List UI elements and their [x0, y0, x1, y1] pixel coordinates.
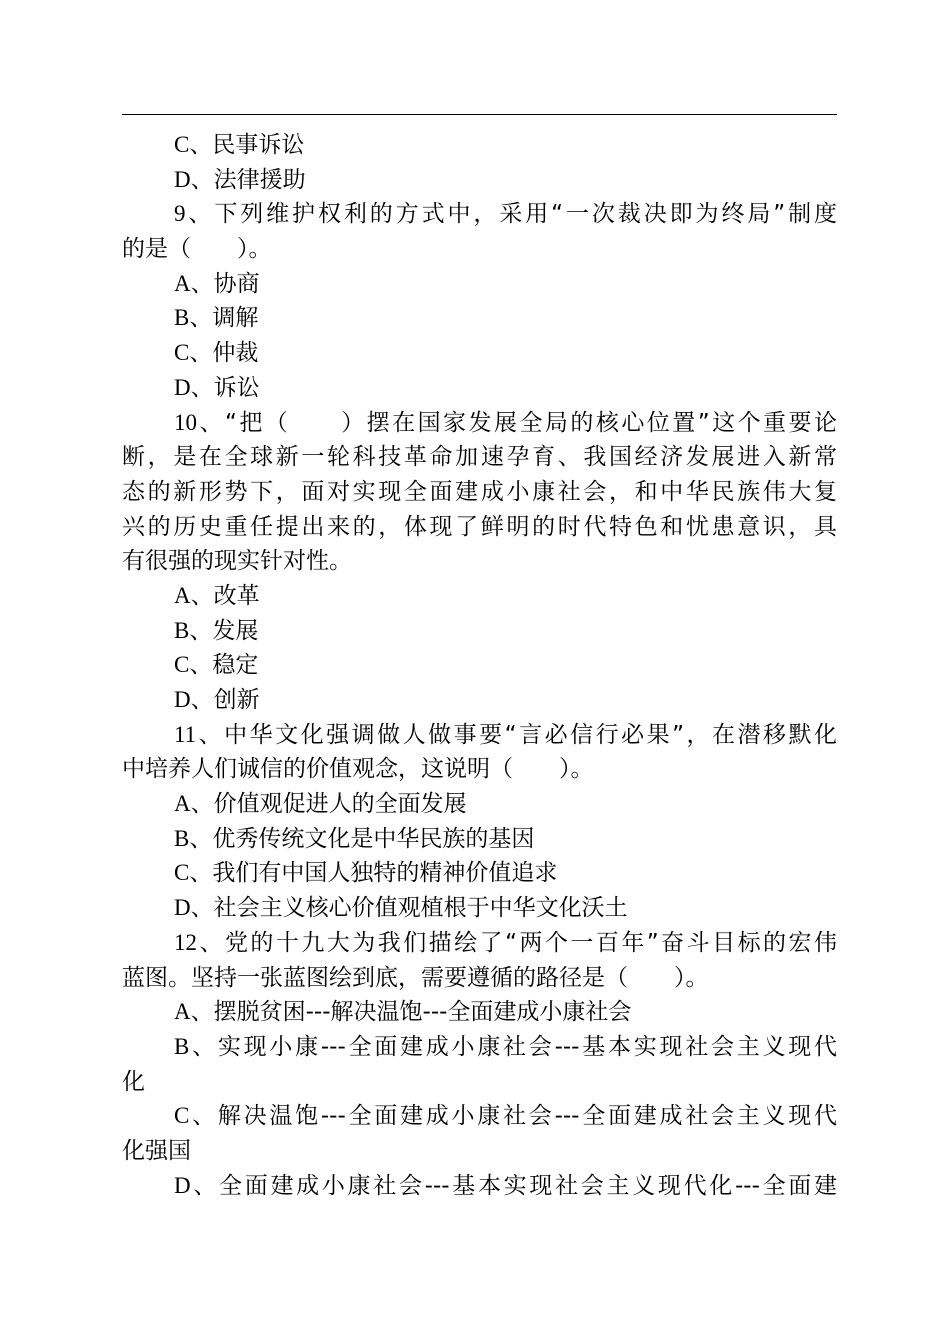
q11-option-b-text: 优秀传统文化是中华民族的基因: [212, 825, 535, 852]
document-body: [122, 128, 837, 1203]
q9-stem-2-text: 的是（ ）。: [122, 236, 272, 263]
q10-stem-1-line: [122, 406, 837, 441]
q12-stem-2-line: [122, 961, 837, 996]
q11-option-d-label: D、: [174, 895, 214, 921]
q11-option-d-text: 社会主义核心价值观植根于中华文化沃土: [213, 895, 628, 922]
q11-option-b-line: [122, 822, 837, 857]
q12-option-a-line: [122, 995, 837, 1030]
q9-option-d-text: 诉讼: [213, 374, 260, 401]
q9-option-b-line: [122, 301, 837, 336]
q8-option-c-label: C、: [174, 132, 213, 157]
q10-option-a-label: A、: [174, 582, 214, 608]
q9-option-d-line: [122, 371, 837, 406]
q10-option-b-label: B、: [174, 617, 213, 643]
q10-stem-3-text: 态的新形势下，面对实现全面建成小康社会，和中华民族伟大复: [122, 478, 837, 505]
q9-option-c-line: [122, 336, 837, 371]
q10-option-d-text: 创新: [213, 687, 260, 713]
q10-option-b-line: [122, 614, 837, 649]
q10-stem-5-line: [122, 544, 837, 579]
q10-stem-4-text: 兴的历史重任提出来的，体现了鲜明的时代特色和忧患意识，具: [122, 513, 837, 540]
q12-option-b-1-label: B、: [174, 1033, 218, 1059]
q12-option-b-2-line: [122, 1065, 837, 1100]
q10-stem-1-text: “把（ ）摆在国家发展全局的核心位置”这个重要论: [224, 409, 837, 436]
q11-stem-1-text: 中华文化强调做人做事要“言必信行必果”，在潜移默化: [224, 721, 837, 748]
q8-option-c-text: 民事诉讼: [212, 132, 305, 158]
q11-stem-1-label: 11、: [174, 721, 225, 747]
q12-option-c-1-line: [122, 1099, 837, 1134]
q9-option-c-label: C、: [174, 340, 213, 366]
q12-option-c-1-label: C、: [174, 1103, 218, 1129]
q12-option-d-1-line: [122, 1169, 837, 1204]
q9-stem-1-line: [122, 197, 837, 232]
q9-option-c-text: 仲裁: [212, 340, 259, 367]
q11-option-b-label: B、: [174, 825, 213, 851]
q10-option-c-text: 稳定: [212, 652, 259, 679]
q9-option-a-line: [122, 267, 837, 302]
q9-stem-1-text: 下列维护权利的方式中，采用“一次裁决即为终局”制度: [214, 201, 837, 228]
q9-stem-1-label: 9、: [174, 201, 215, 227]
q10-option-d-line: [122, 683, 837, 718]
q11-option-a-label: A、: [174, 791, 214, 817]
q12-stem-1-line: [122, 926, 837, 961]
q9-option-b-label: B、: [174, 305, 213, 331]
header-rule: [122, 114, 837, 115]
q12-option-b-2-text: 化: [122, 1068, 145, 1095]
q10-option-c-label: C、: [174, 652, 213, 678]
q12-option-c-2-text: 化强国: [122, 1137, 191, 1164]
q10-option-c-line: [122, 648, 837, 683]
q11-stem-2-line: [122, 752, 837, 787]
q11-option-d-line: [122, 891, 837, 926]
q12-option-d-1-label: D、: [174, 1172, 220, 1198]
q8-option-d-label: D、: [174, 166, 214, 192]
q12-option-b-1-line: [122, 1030, 837, 1065]
q10-option-b-text: 发展: [212, 617, 259, 644]
q10-stem-5-text: 有很强的现实针对性。: [122, 548, 352, 575]
q12-stem-2-text: 蓝图。坚持一张蓝图绘到底，需要遵循的路径是（ ）。: [122, 964, 709, 991]
q12-option-a-label: A、: [174, 999, 214, 1025]
q10-option-d-label: D、: [174, 687, 214, 712]
q10-option-a-text: 改革: [213, 582, 260, 609]
q11-option-c-line: [122, 856, 837, 891]
q12-stem-1-label: 12、: [174, 929, 225, 955]
q11-stem-2-text: 中培养人们诚信的价值观念，这说明（ ）。: [122, 756, 594, 783]
q9-stem-2-line: [122, 232, 837, 267]
q10-stem-4-line: [122, 510, 837, 545]
q8-option-d-text: 法律援助: [213, 166, 306, 193]
q12-option-b-1-text: 实现小康---全面建成小康社会---基本实现社会主义现代: [217, 1033, 838, 1060]
q12-option-d-1-text: 全面建成小康社会---基本实现社会主义现代化---全面建: [219, 1172, 837, 1199]
q11-option-c-label: C、: [174, 860, 213, 886]
q11-option-a-line: [122, 787, 837, 822]
q9-option-a-text: 协商: [213, 270, 260, 297]
q11-stem-1-line: [122, 718, 837, 753]
q8-option-d-line: [122, 163, 837, 198]
q10-option-a-line: [122, 579, 837, 614]
q9-option-b-text: 调解: [212, 305, 259, 332]
q8-option-c-line: [122, 128, 837, 163]
q9-option-a-label: A、: [174, 270, 214, 296]
q11-option-a-text: 价值观促进人的全面发展: [213, 791, 467, 818]
q10-stem-3-line: [122, 475, 837, 510]
q10-stem-2-text: 断，是在全球新一轮科技革命加速孕育、我国经济发展进入新常: [122, 444, 837, 471]
q12-option-c-1-text: 解决温饱---全面建成小康社会---全面建成社会主义现代: [217, 1103, 838, 1130]
q9-option-d-label: D、: [174, 374, 214, 400]
q12-stem-1-text: 党的十九大为我们描绘了“两个一百年”奋斗目标的宏伟: [224, 929, 837, 956]
q12-option-a-text: 摆脱贫困---解决温饱---全面建成小康社会: [213, 999, 632, 1026]
q12-option-c-2-line: [122, 1134, 837, 1169]
q11-option-c-text: 我们有中国人独特的精神价值追求: [212, 860, 558, 887]
q10-stem-1-label: 10、: [174, 409, 225, 435]
q10-stem-2-line: [122, 440, 837, 475]
